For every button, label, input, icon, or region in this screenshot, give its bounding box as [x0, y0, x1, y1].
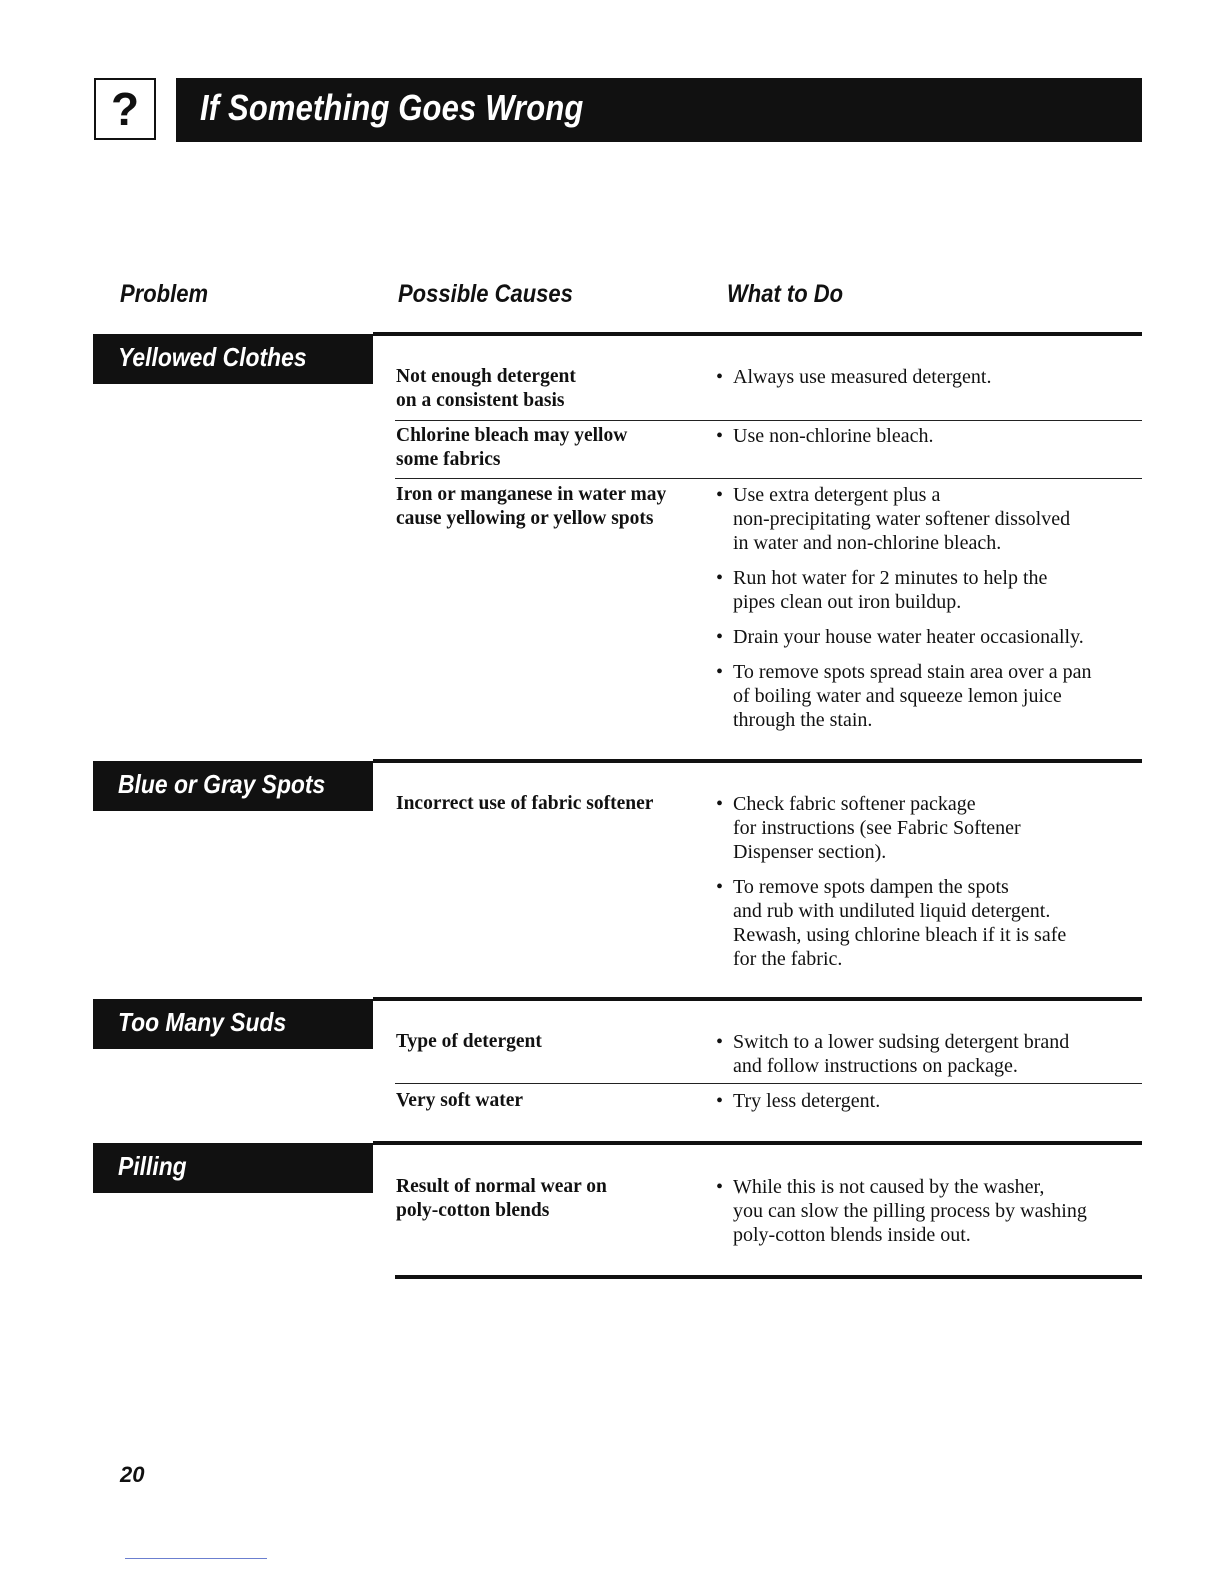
- action-item: • To remove spots dampen the spots and rub with undiluted liquid detergent. Rewash, using chlorine bleach if it is safe for the fabric.: [716, 875, 1146, 971]
- action-list: [716, 1089, 1146, 1124]
- action-item: • Switch to a lower sudsing detergent brand and follow instructions on package.: [716, 1030, 1146, 1078]
- cause-text: Iron or manganese in water may cause yellowing or yellow spots: [396, 484, 667, 529]
- action-list: [716, 1175, 1146, 1258]
- section-title: Blue or Gray Spots: [118, 769, 326, 799]
- action-list: [716, 792, 1146, 982]
- section-rule: [373, 997, 1142, 1001]
- row-divider: [395, 1083, 1142, 1084]
- column-head-causes: Possible Causes: [398, 280, 573, 308]
- cause-text: Type of detergent: [396, 1031, 542, 1052]
- column-head-problem: Problem: [120, 280, 209, 308]
- page-title-bar: [176, 78, 1142, 142]
- section-title: Too Many Suds: [118, 1007, 287, 1037]
- action-item: • Check fabric softener package for instructions (see Fabric Softener Dispenser section).: [716, 792, 1146, 864]
- section-rule: [373, 1141, 1142, 1145]
- action-item: • To remove spots spread stain area over a pan of boiling water and squeeze lemon juice through the stain.: [716, 660, 1146, 732]
- section-title: Pilling: [118, 1151, 187, 1181]
- action-list: [716, 483, 1146, 743]
- section-banner: [93, 334, 373, 384]
- action-item: • Use extra detergent plus a non-precipitating water softener dissolved in water and non-chlorine bleach.: [716, 483, 1146, 555]
- page-number: 20: [120, 1462, 145, 1487]
- action-item: • Run hot water for 2 minutes to help the pipes clean out iron buildup.: [716, 566, 1146, 614]
- cause-text: Incorrect use of fabric softener: [396, 793, 654, 814]
- action-item: • Always use measured detergent.: [716, 365, 1146, 389]
- action-item: • Drain your house water heater occasionally.: [716, 625, 1146, 649]
- cause-text: Result of normal wear on poly-cotton blends: [396, 1176, 607, 1221]
- section-rule: [373, 332, 1142, 336]
- page-title: If Something Goes Wrong: [200, 87, 584, 128]
- section-rule: [373, 759, 1142, 763]
- action-list: [716, 365, 1146, 400]
- cause-text: Not enough detergent on a consistent basis: [396, 366, 576, 411]
- question-mark-icon: ?: [94, 78, 156, 140]
- action-item: • Use non-chlorine bleach.: [716, 424, 1146, 448]
- action-list: [716, 1030, 1146, 1089]
- cause-text: Chlorine bleach may yellow some fabrics: [396, 425, 628, 470]
- action-list: [716, 424, 1146, 459]
- row-divider: [395, 478, 1142, 479]
- section-title: Yellowed Clothes: [118, 342, 307, 372]
- column-head-what-to-do: What to Do: [727, 280, 844, 308]
- section-banner: [93, 761, 373, 811]
- section-banner: [93, 1143, 373, 1193]
- row-divider: [395, 420, 1142, 421]
- cause-text: Very soft water: [396, 1090, 524, 1111]
- section-banner: [93, 999, 373, 1049]
- action-item: • Try less detergent.: [716, 1089, 1146, 1113]
- table-end-rule: [395, 1275, 1142, 1279]
- footer-line: [125, 1558, 267, 1559]
- action-item: • While this is not caused by the washer, you can slow the pilling process by washing poly-cotton blends inside out.: [716, 1175, 1146, 1247]
